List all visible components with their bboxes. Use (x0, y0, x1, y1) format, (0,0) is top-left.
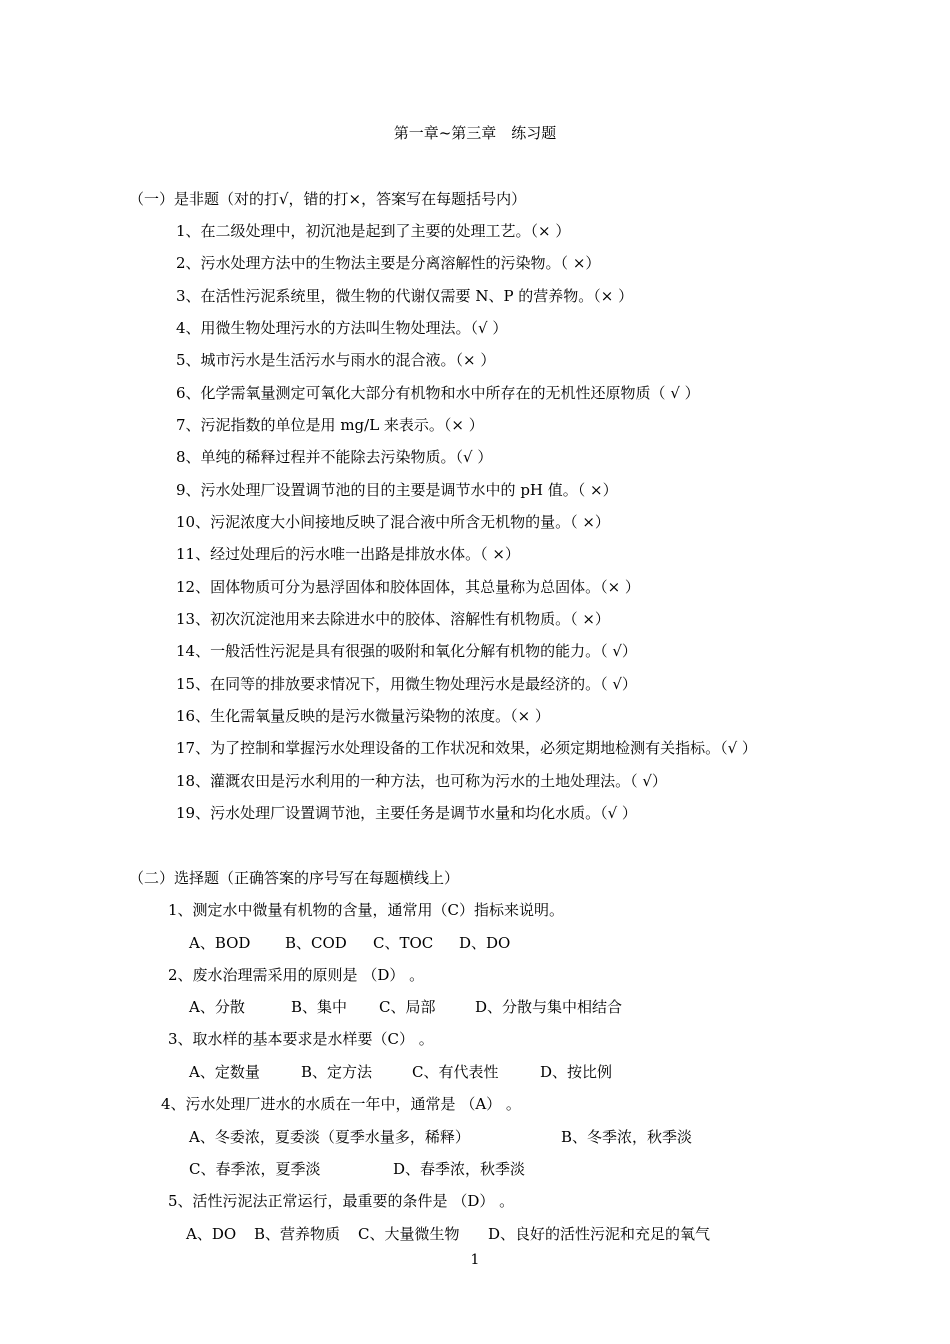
tf-item: 4、用微生物处理污水的方法叫生物处理法。（√ ） (176, 319, 508, 337)
page-number: 1 (470, 1252, 480, 1268)
mc-option: C、大量微生物 (358, 1225, 460, 1243)
mc-option: A、DO (186, 1225, 237, 1243)
tf-item: 2、污水处理方法中的生物法主要是分离溶解性的污染物。（ ×） (176, 254, 601, 272)
mc-options (189, 1062, 612, 1082)
mc-options (189, 1159, 525, 1179)
mc-options (189, 1127, 692, 1147)
mc-question: 4、污水处理厂进水的水质在一年中，通常是 （A） 。 (161, 1095, 521, 1113)
tf-item: 9、污水处理厂设置调节池的目的主要是调节水中的 pH 值。（ ×） (176, 481, 618, 499)
mc-option: B、集中 (291, 998, 348, 1016)
mc-option: A、BOD (189, 934, 251, 952)
mc-options (186, 1224, 710, 1244)
mc-question: 3、取水样的基本要求是水样要（C） 。 (168, 1030, 434, 1048)
tf-item: 11、经过处理后的污水唯一出路是排放水体。（ ×） (176, 545, 520, 563)
mc-option: B、COD (285, 934, 347, 952)
mc-option: A、冬委浓，夏委淡（夏季水量多，稀释） (189, 1128, 470, 1146)
mc-option: C、有代表性 (412, 1063, 499, 1081)
mc-options (189, 997, 622, 1017)
tf-item: 8、单纯的稀释过程并不能除去污染物质。（√ ） (176, 448, 493, 466)
tf-item: 6、化学需氧量测定可氧化大部分有机物和水中所存在的无机性还原物质（ √ ） (176, 384, 700, 402)
mc-option: B、营养物质 (254, 1225, 341, 1243)
tf-item: 16、生化需氧量反映的是污水微量污染物的浓度。（× ） (176, 707, 550, 725)
mc-option: D、按比例 (540, 1063, 613, 1081)
tf-item: 15、在同等的排放要求情况下，用微生物处理污水是最经济的。（ √） (176, 675, 637, 693)
page-title: 第一章~第三章 练习题 (393, 124, 557, 142)
mc-option: B、冬季浓，秋季淡 (561, 1128, 693, 1146)
mc-question: 2、废水治理需采用的原则是 （D） 。 (168, 966, 425, 984)
tf-item: 12、固体物质可分为悬浮固体和胶体固体，其总量称为总固体。（× ） (176, 578, 640, 596)
tf-item: 13、初次沉淀池用来去除进水中的胶体、溶解性有机物质。（ ×） (176, 610, 610, 628)
mc-question: 5、活性污泥法正常运行，最重要的条件是 （D） 。 (168, 1192, 515, 1210)
mc-option: D、春季浓，秋季淡 (393, 1160, 526, 1178)
mc-option: B、定方法 (301, 1063, 373, 1081)
section1-heading: （一）是非题（对的打√，错的打×，答案写在每题括号内） (129, 190, 527, 208)
tf-item: 10、污泥浓度大小间接地反映了混合液中所含无机物的量。（ ×） (176, 513, 610, 531)
mc-option: D、良好的活性污泥和充足的氧气 (488, 1225, 711, 1243)
section2-heading: （二）选择题（正确答案的序号写在每题横线上） (129, 869, 460, 887)
tf-item: 7、污泥指数的单位是用 mg/L 来表示。（× ） (176, 416, 484, 434)
tf-item: 19、污水处理厂设置调节池，主要任务是调节水量和均化水质。（√ ） (176, 804, 637, 822)
mc-options (189, 933, 510, 953)
tf-item: 5、城市污水是生活污水与雨水的混合液。（× ） (176, 351, 496, 369)
tf-item: 3、在活性污泥系统里，微生物的代谢仅需要 N、P 的营养物。（× ） (176, 287, 634, 305)
mc-option: D、分散与集中相结合 (475, 998, 623, 1016)
tf-item: 17、为了控制和掌握污水处理设备的工作状况和效果，必须定期地检测有关指标。（√ ） (176, 739, 757, 757)
tf-item: 18、灌溉农田是污水利用的一种方法，也可称为污水的土地处理法。（ √） (176, 772, 667, 790)
mc-option: C、春季浓，夏季淡 (189, 1160, 321, 1178)
mc-question: 1、测定水中微量有机物的含量，通常用（C）指标来说明。 (168, 901, 565, 919)
mc-option: A、分散 (189, 998, 245, 1016)
mc-option: C、TOC (373, 934, 434, 952)
mc-option: C、局部 (379, 998, 436, 1016)
tf-item: 14、一般活性污泥是具有很强的吸附和氧化分解有机物的能力。（ √） (176, 642, 637, 660)
tf-item: 1、在二级处理中，初沉池是起到了主要的处理工艺。（× ） (176, 222, 571, 240)
mc-option: D、DO (459, 934, 511, 952)
mc-option: A、定数量 (189, 1063, 260, 1081)
